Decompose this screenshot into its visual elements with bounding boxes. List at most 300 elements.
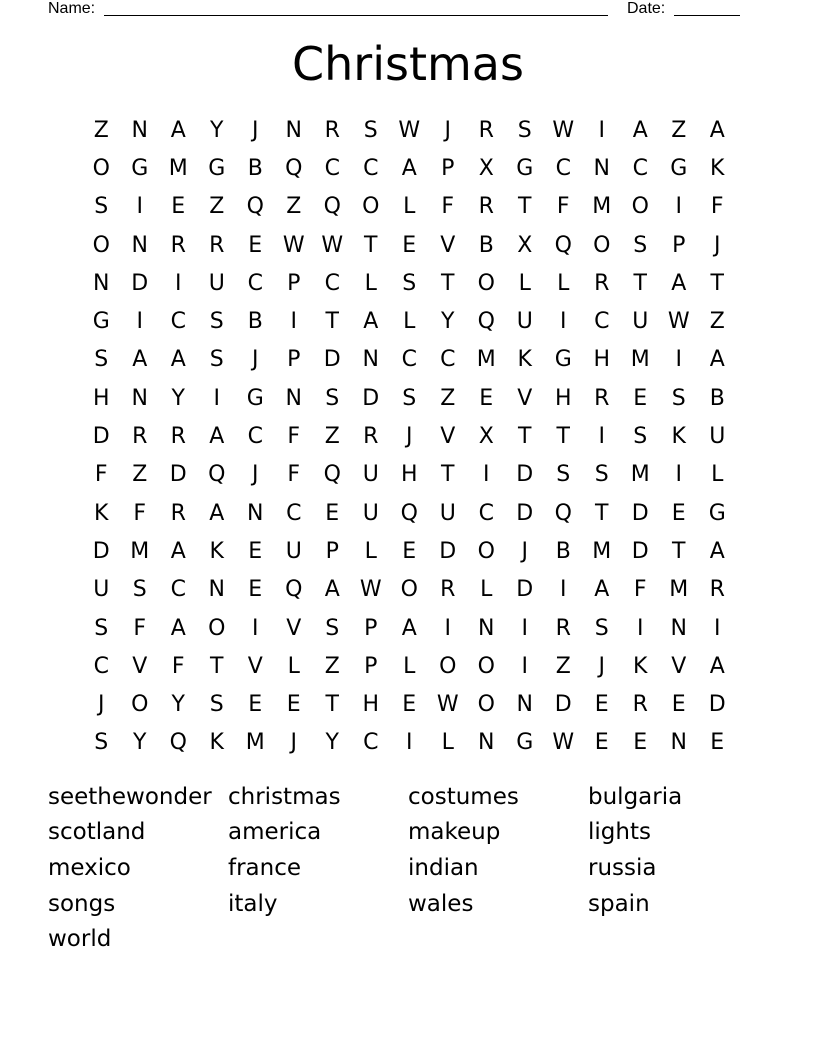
- grid-cell: Y: [171, 385, 185, 411]
- grid-cell: E: [402, 538, 417, 564]
- grid-cell: H: [92, 385, 110, 411]
- grid-cell: F: [133, 615, 147, 641]
- grid-cell: I: [675, 462, 682, 488]
- grid-cell: N: [670, 730, 687, 756]
- grid-cell: G: [708, 500, 726, 526]
- grid-cell: O: [477, 692, 495, 718]
- grid-cell: Q: [285, 577, 303, 603]
- grid-cell: S: [594, 462, 609, 488]
- grid-cell: S: [209, 309, 224, 335]
- grid-cell: M: [630, 462, 650, 488]
- grid-cell: N: [285, 117, 302, 143]
- grid-cell: F: [133, 500, 147, 526]
- grid-cell: T: [518, 424, 532, 450]
- grid-cell: Y: [171, 692, 185, 718]
- grid-cell: Q: [323, 194, 341, 220]
- grid-cell: D: [439, 538, 457, 564]
- grid-cell: E: [402, 232, 417, 258]
- grid-cell: O: [477, 653, 495, 679]
- grid-cell: D: [323, 347, 341, 373]
- word-item: america: [228, 819, 322, 846]
- grid-cell: A: [170, 538, 186, 564]
- grid-cell: H: [362, 692, 380, 718]
- grid-cell: X: [478, 424, 494, 450]
- grid-cell: S: [517, 117, 532, 143]
- name-line: [104, 15, 608, 16]
- grid-cell: L: [403, 309, 416, 335]
- grid-cell: D: [516, 462, 534, 488]
- grid-cell: S: [363, 117, 378, 143]
- grid-cell: E: [248, 692, 263, 718]
- grid-cell: L: [518, 270, 531, 296]
- grid-cell: E: [286, 692, 301, 718]
- grid-cell: S: [94, 730, 109, 756]
- grid-cell: D: [554, 692, 572, 718]
- grid-cell: I: [714, 615, 721, 641]
- word-list: [48, 779, 768, 957]
- grid-cell: K: [209, 538, 224, 564]
- grid-cell: A: [401, 155, 417, 181]
- grid-cell: O: [477, 270, 495, 296]
- grid-cell: C: [363, 155, 379, 181]
- grid-cell: F: [633, 577, 647, 603]
- grid-cell: Z: [286, 194, 302, 220]
- grid-cell: I: [175, 270, 182, 296]
- grid-cell: Y: [133, 730, 147, 756]
- word-item: songs: [48, 890, 116, 917]
- grid-cell: O: [362, 194, 380, 220]
- grid-cell: J: [252, 462, 259, 488]
- grid-cell: V: [440, 424, 456, 450]
- grid-cell: R: [132, 424, 148, 450]
- grid-cell: Q: [169, 730, 187, 756]
- grid-cell: O: [400, 577, 418, 603]
- grid-cell: A: [209, 500, 225, 526]
- grid-cell: N: [516, 692, 533, 718]
- grid-cell: S: [209, 347, 224, 373]
- grid-cell: C: [324, 155, 340, 181]
- grid-cell: R: [478, 194, 494, 220]
- grid-cell: U: [93, 577, 110, 603]
- grid-cell: N: [131, 232, 148, 258]
- grid-cell: N: [362, 347, 379, 373]
- grid-cell: J: [521, 538, 528, 564]
- grid-cell: R: [440, 577, 456, 603]
- grid-cell: Q: [554, 500, 572, 526]
- grid-cell: E: [402, 692, 417, 718]
- grid-cell: Q: [477, 309, 495, 335]
- grid-cell: G: [131, 155, 149, 181]
- grid-cell: F: [441, 194, 455, 220]
- grid-cell: Z: [709, 309, 725, 335]
- grid-cell: C: [170, 577, 186, 603]
- grid-cell: M: [168, 155, 188, 181]
- grid-cell: C: [247, 270, 263, 296]
- grid-cell: M: [669, 577, 689, 603]
- grid-cell: K: [671, 424, 686, 450]
- grid-cell: O: [92, 232, 110, 258]
- grid-cell: U: [362, 500, 379, 526]
- grid-cell: Z: [671, 117, 687, 143]
- grid-cell: I: [598, 117, 605, 143]
- grid-cell: R: [209, 232, 225, 258]
- grid-cell: X: [478, 155, 494, 181]
- grid-cell: A: [709, 347, 725, 373]
- grid-cell: N: [131, 117, 148, 143]
- letter-grid: [82, 111, 737, 762]
- grid-cell: E: [671, 500, 686, 526]
- word-item: costumes: [408, 783, 519, 810]
- name-label: Name:: [48, 0, 96, 17]
- grid-cell: A: [170, 347, 186, 373]
- grid-cell: C: [93, 653, 109, 679]
- grid-cell: H: [400, 462, 418, 488]
- grid-cell: G: [516, 155, 534, 181]
- grid-cell: S: [633, 232, 648, 258]
- date-line: [674, 15, 740, 16]
- grid-cell: N: [247, 500, 264, 526]
- grid-cell: U: [709, 424, 726, 450]
- grid-cell: Z: [209, 194, 225, 220]
- word-item: france: [228, 854, 302, 881]
- grid-cell: B: [709, 385, 725, 411]
- grid-cell: T: [595, 500, 609, 526]
- grid-cell: A: [363, 309, 379, 335]
- grid-cell: G: [92, 309, 110, 335]
- grid-cell: K: [94, 500, 109, 526]
- grid-cell: F: [556, 194, 570, 220]
- grid-cell: E: [633, 385, 648, 411]
- grid-cell: F: [287, 462, 301, 488]
- grid-cell: D: [516, 577, 534, 603]
- grid-cell: C: [478, 500, 494, 526]
- grid-cell: N: [208, 577, 225, 603]
- grid-cell: D: [169, 462, 187, 488]
- grid-cell: J: [252, 117, 259, 143]
- grid-cell: W: [552, 117, 575, 143]
- grid-cell: J: [444, 117, 451, 143]
- grid-cell: C: [401, 347, 417, 373]
- grid-cell: T: [364, 232, 378, 258]
- grid-cell: S: [556, 462, 571, 488]
- grid-cell: V: [440, 232, 456, 258]
- word-item: seethewonder: [48, 783, 212, 810]
- grid-cell: I: [521, 615, 528, 641]
- grid-cell: L: [403, 194, 416, 220]
- grid-cell: Z: [93, 117, 109, 143]
- grid-cell: I: [213, 385, 220, 411]
- grid-cell: N: [593, 155, 610, 181]
- grid-cell: C: [247, 424, 263, 450]
- grid-cell: I: [483, 462, 490, 488]
- grid-cell: O: [439, 653, 457, 679]
- grid-cell: U: [439, 500, 456, 526]
- grid-cell: P: [325, 538, 339, 564]
- word-item: spain: [588, 890, 650, 917]
- grid-cell: A: [671, 270, 687, 296]
- grid-cell: I: [675, 194, 682, 220]
- grid-cell: F: [710, 194, 724, 220]
- grid-cell: B: [247, 309, 263, 335]
- grid-cell: T: [518, 194, 532, 220]
- grid-cell: J: [406, 424, 413, 450]
- grid-cell: K: [633, 653, 648, 679]
- grid-cell: L: [711, 462, 724, 488]
- puzzle-title: Christmas: [292, 37, 524, 91]
- grid-cell: W: [436, 692, 459, 718]
- grid-cell: O: [477, 538, 495, 564]
- grid-cell: I: [598, 424, 605, 450]
- grid-cell: K: [209, 730, 224, 756]
- grid-cell: J: [98, 692, 105, 718]
- grid-cell: D: [92, 538, 110, 564]
- word-item: makeup: [408, 819, 501, 846]
- grid-cell: C: [632, 155, 648, 181]
- grid-cell: B: [555, 538, 571, 564]
- word-item: wales: [408, 890, 474, 917]
- grid-cell: W: [552, 730, 575, 756]
- grid-cell: Y: [210, 117, 224, 143]
- grid-cell: P: [287, 347, 301, 373]
- grid-cell: R: [632, 692, 648, 718]
- grid-cell: S: [94, 347, 109, 373]
- grid-cell: R: [478, 117, 494, 143]
- grid-cell: D: [631, 500, 649, 526]
- grid-cell: I: [136, 194, 143, 220]
- grid-cell: V: [286, 615, 302, 641]
- grid-cell: U: [285, 538, 302, 564]
- grid-cell: C: [363, 730, 379, 756]
- grid-cell: D: [708, 692, 726, 718]
- grid-cell: T: [325, 692, 339, 718]
- grid-cell: D: [92, 424, 110, 450]
- grid-cell: W: [398, 117, 421, 143]
- word-item: italy: [228, 890, 278, 917]
- grid-cell: L: [403, 653, 416, 679]
- grid-cell: G: [246, 385, 264, 411]
- grid-cell: A: [324, 577, 340, 603]
- grid-cell: S: [94, 615, 109, 641]
- grid-cell: E: [248, 577, 263, 603]
- grid-cell: M: [592, 194, 612, 220]
- grid-cell: W: [282, 232, 305, 258]
- word-item: russia: [588, 854, 657, 881]
- grid-cell: F: [94, 462, 108, 488]
- grid-cell: E: [248, 232, 263, 258]
- grid-cell: N: [670, 615, 687, 641]
- grid-cell: Y: [325, 730, 339, 756]
- grid-cell: J: [714, 232, 721, 258]
- grid-cell: C: [440, 347, 456, 373]
- grid-cell: D: [631, 538, 649, 564]
- grid-cell: T: [441, 462, 455, 488]
- grid-cell: I: [406, 730, 413, 756]
- grid-cell: J: [290, 730, 297, 756]
- grid-cell: N: [285, 385, 302, 411]
- grid-cell: S: [402, 270, 417, 296]
- grid-cell: R: [324, 117, 340, 143]
- grid-cell: A: [401, 615, 417, 641]
- grid-cell: S: [402, 385, 417, 411]
- grid-cell: Q: [246, 194, 264, 220]
- grid-cell: S: [594, 615, 609, 641]
- grid-cell: E: [171, 194, 186, 220]
- grid-cell: I: [521, 653, 528, 679]
- grid-cell: R: [363, 424, 379, 450]
- grid-cell: X: [517, 232, 533, 258]
- grid-cell: S: [325, 615, 340, 641]
- grid-cell: P: [287, 270, 301, 296]
- grid-cell: I: [637, 615, 644, 641]
- grid-cell: T: [325, 309, 339, 335]
- grid-cell: Z: [440, 385, 456, 411]
- grid-cell: V: [247, 653, 263, 679]
- grid-cell: U: [208, 270, 225, 296]
- grid-cell: R: [170, 232, 186, 258]
- grid-cell: E: [710, 730, 725, 756]
- grid-cell: N: [93, 270, 110, 296]
- grid-cell: E: [479, 385, 494, 411]
- word-item: christmas: [228, 783, 341, 810]
- grid-cell: I: [290, 309, 297, 335]
- grid-cell: E: [594, 692, 609, 718]
- grid-cell: E: [594, 730, 609, 756]
- grid-cell: P: [364, 615, 378, 641]
- grid-cell: S: [325, 385, 340, 411]
- grid-cell: H: [554, 385, 572, 411]
- grid-cell: O: [593, 232, 611, 258]
- grid-cell: E: [248, 538, 263, 564]
- grid-cell: U: [362, 462, 379, 488]
- grid-cell: M: [476, 347, 496, 373]
- grid-cell: K: [517, 347, 532, 373]
- word-item: world: [48, 926, 112, 953]
- grid-cell: T: [556, 424, 570, 450]
- grid-cell: I: [560, 577, 567, 603]
- grid-cell: C: [286, 500, 302, 526]
- grid-cell: R: [555, 615, 571, 641]
- grid-cell: S: [94, 194, 109, 220]
- grid-cell: H: [593, 347, 611, 373]
- grid-cell: I: [252, 615, 259, 641]
- grid-cell: D: [516, 500, 534, 526]
- date-label: Date:: [627, 0, 666, 17]
- grid-cell: L: [287, 653, 300, 679]
- grid-cell: V: [132, 653, 148, 679]
- grid-cell: R: [170, 424, 186, 450]
- grid-cell: M: [630, 347, 650, 373]
- grid-cell: O: [92, 155, 110, 181]
- grid-cell: S: [633, 424, 648, 450]
- grid-cell: A: [709, 117, 725, 143]
- grid-cell: S: [132, 577, 147, 603]
- grid-cell: R: [170, 500, 186, 526]
- grid-cell: G: [516, 730, 534, 756]
- grid-cell: L: [557, 270, 570, 296]
- grid-cell: B: [247, 155, 263, 181]
- grid-cell: L: [364, 538, 377, 564]
- word-item: bulgaria: [588, 783, 683, 810]
- grid-cell: L: [480, 577, 493, 603]
- grid-cell: W: [321, 232, 344, 258]
- grid-cell: V: [671, 653, 687, 679]
- grid-cell: S: [209, 692, 224, 718]
- grid-cell: Y: [441, 309, 455, 335]
- grid-cell: A: [632, 117, 648, 143]
- grid-cell: W: [359, 577, 382, 603]
- header: [48, 0, 740, 20]
- grid-cell: T: [672, 538, 686, 564]
- grid-cell: Z: [132, 462, 148, 488]
- grid-cell: I: [560, 309, 567, 335]
- grid-cell: Z: [324, 653, 340, 679]
- grid-cell: Q: [208, 462, 226, 488]
- grid-cell: I: [444, 615, 451, 641]
- grid-cell: A: [709, 653, 725, 679]
- grid-cell: C: [555, 155, 571, 181]
- grid-cell: Q: [323, 462, 341, 488]
- grid-cell: A: [170, 615, 186, 641]
- word-item: lights: [588, 819, 651, 846]
- grid-cell: E: [671, 692, 686, 718]
- grid-cell: D: [362, 385, 380, 411]
- grid-cell: J: [598, 653, 605, 679]
- grid-cell: T: [710, 270, 724, 296]
- grid-cell: S: [671, 385, 686, 411]
- grid-cell: N: [478, 615, 495, 641]
- grid-cell: Z: [555, 653, 571, 679]
- grid-cell: A: [209, 424, 225, 450]
- grid-cell: L: [364, 270, 377, 296]
- grid-cell: L: [441, 730, 454, 756]
- grid-cell: Q: [554, 232, 572, 258]
- grid-cell: D: [131, 270, 149, 296]
- grid-cell: P: [364, 653, 378, 679]
- grid-cell: F: [287, 424, 301, 450]
- grid-cell: A: [709, 538, 725, 564]
- grid-cell: Q: [400, 500, 418, 526]
- grid-cell: R: [594, 270, 610, 296]
- grid-cell: C: [170, 309, 186, 335]
- grid-cell: Z: [324, 424, 340, 450]
- grid-cell: M: [245, 730, 265, 756]
- grid-cell: J: [252, 347, 259, 373]
- grid-cell: I: [136, 309, 143, 335]
- grid-cell: G: [208, 155, 226, 181]
- grid-cell: Q: [285, 155, 303, 181]
- grid-cell: E: [325, 500, 340, 526]
- grid-cell: M: [592, 538, 612, 564]
- grid-cell: T: [633, 270, 647, 296]
- grid-cell: T: [210, 653, 224, 679]
- grid-cell: C: [324, 270, 340, 296]
- grid-cell: G: [670, 155, 688, 181]
- grid-cell: M: [130, 538, 150, 564]
- grid-cell: P: [441, 155, 455, 181]
- grid-cell: O: [208, 615, 226, 641]
- grid-cell: N: [478, 730, 495, 756]
- grid-cell: V: [517, 385, 533, 411]
- grid-cell: O: [131, 692, 149, 718]
- grid-cell: W: [667, 309, 690, 335]
- grid-cell: F: [171, 653, 185, 679]
- grid-cell: N: [131, 385, 148, 411]
- grid-cell: O: [631, 194, 649, 220]
- grid-cell: B: [478, 232, 494, 258]
- word-item: scotland: [48, 819, 146, 846]
- grid-cell: U: [516, 309, 533, 335]
- grid-cell: R: [594, 385, 610, 411]
